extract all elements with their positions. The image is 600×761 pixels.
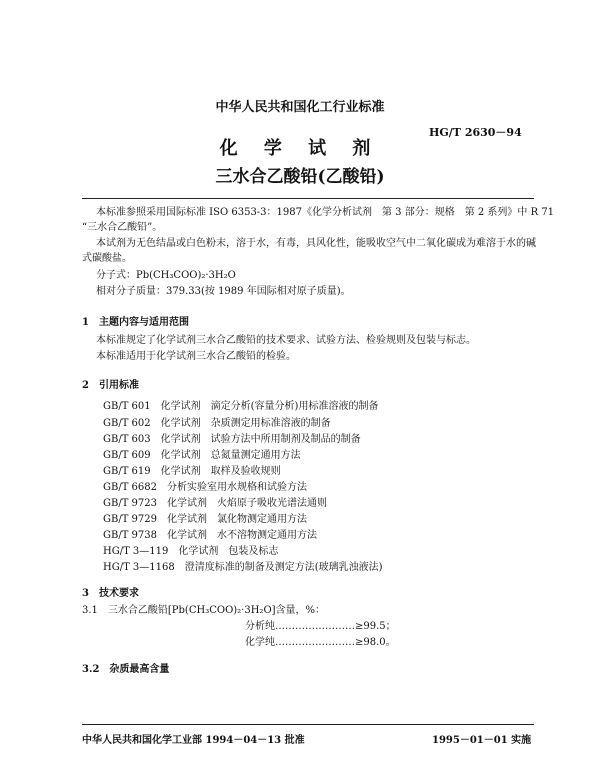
footer-divider bbox=[82, 724, 534, 725]
reference-item: GB/T 601 化学试剂 滴定分析(容量分析)用标准溶液的制备 bbox=[103, 401, 379, 412]
section2-heading: 2 引用标准 bbox=[82, 380, 139, 391]
molecular-formula: 分子式：Pb(CH₃COO)₂·3H₂O bbox=[96, 270, 236, 281]
reference-item: HG/T 3—119 化学试剂 包装及标志 bbox=[103, 546, 279, 557]
item-3-1: 3.1 三水合乙酸铅[Pb(CH₃COO)₂·3H₂O]含量，%： bbox=[82, 605, 326, 616]
standard-title: 中华人民共和国化工行业标准 bbox=[215, 100, 385, 115]
grade-chemical: 化学纯……………………≥98.0。 bbox=[245, 637, 396, 648]
item-3-2: 3.2 杂质最高含量 bbox=[82, 664, 170, 675]
header-divider bbox=[82, 198, 534, 199]
section1-line1: 本标准规定了化学试剂三水合乙酸铅的技术要求、试验方法、检验规则及包装与标志。 bbox=[96, 335, 476, 346]
reference-item: GB/T 9723 化学试剂 火焰原子吸收光谱法通则 bbox=[103, 498, 328, 509]
approval-statement: 中华人民共和国化学工业部 1994－04－13 批准 bbox=[82, 735, 305, 746]
reference-item: GB/T 603 化学试剂 试验方法中所用制剂及制品的制备 bbox=[103, 434, 361, 445]
reference-item: GB/T 6682 分析实验室用水规格和试验方法 bbox=[103, 482, 308, 493]
intro-paragraph1-line2: “三水合乙酸铅”。 bbox=[82, 222, 163, 233]
section1-heading: 1 主题内容与适用范围 bbox=[82, 317, 189, 328]
reference-item: GB/T 9729 化学试剂 氯化物测定通用方法 bbox=[103, 514, 308, 525]
reference-item: GB/T 9738 化学试剂 水不溶物测定通用方法 bbox=[103, 530, 318, 541]
effective-date: 1995－01－01 实施 bbox=[432, 735, 532, 746]
intro-paragraph1-line1: 本标准参照采用国际标准 ISO 6353-3：1987《化学分析试剂 第 3 部分：规格 第 2 系列》中 R 71 bbox=[96, 207, 555, 218]
section3-heading: 3 技术要求 bbox=[82, 588, 139, 599]
standard-code: HG/T 2630－94 bbox=[429, 126, 522, 139]
intro-paragraph2-line2: 式碳酸盐。 bbox=[82, 253, 132, 264]
document-title-line2: 三水合乙酸铅(乙酸铅) bbox=[215, 167, 385, 187]
reference-item: GB/T 609 化学试剂 总氮量测定通用方法 bbox=[103, 450, 301, 461]
reference-item: GB/T 619 化学试剂 取样及验收规则 bbox=[103, 466, 281, 477]
section1-line2: 本标准适用于化学试剂三水合乙酸铅的检验。 bbox=[96, 351, 296, 362]
document-title-line1: 化 学 试 剂 bbox=[219, 138, 381, 159]
molecular-mass: 相对分子质量：379.33(按 1989 年国际相对原子质量)。 bbox=[96, 286, 351, 297]
intro-paragraph2-line1: 本试剂为无色结晶或白色粉末，溶于水，有毒，具风化性，能吸收空气中二氧化碳成为难溶于水的碱 bbox=[96, 238, 536, 249]
reference-item: GB/T 602 化学试剂 杂质测定用标准溶液的制备 bbox=[103, 418, 331, 429]
reference-item: HG/T 3—1168 澄清度标准的制备及测定方法(玻璃乳浊液法) bbox=[103, 562, 383, 573]
grade-analytical: 分析纯……………………≥99.5； bbox=[245, 621, 396, 632]
